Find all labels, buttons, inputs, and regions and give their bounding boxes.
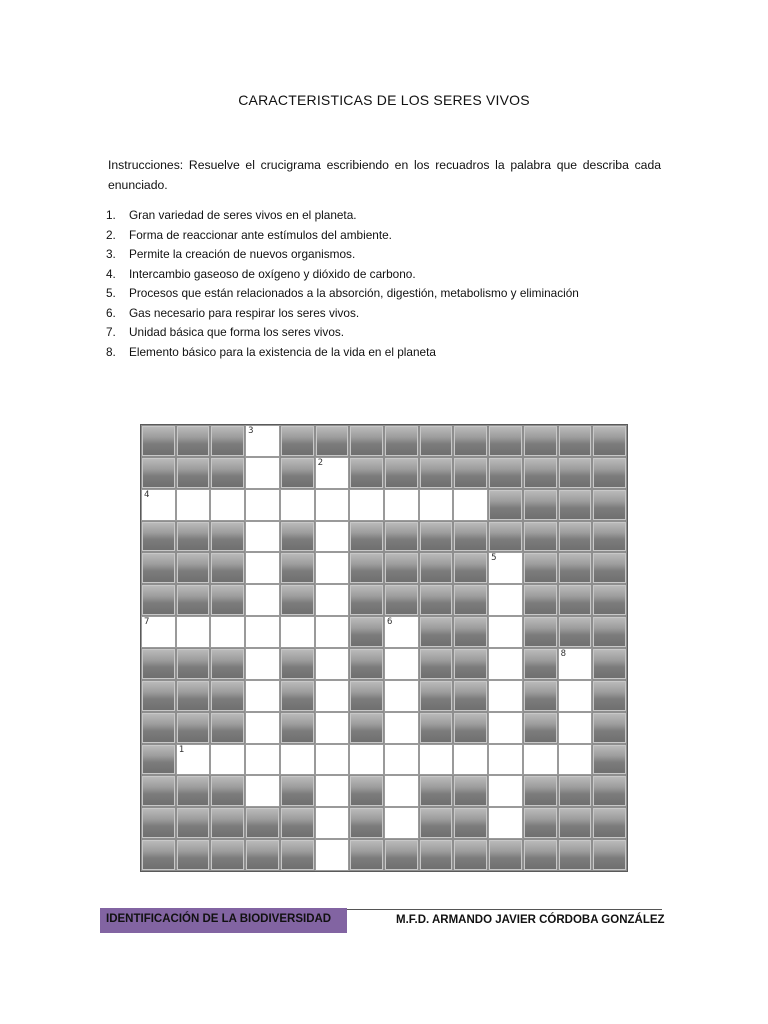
crossword-blocked-cell bbox=[453, 521, 488, 553]
crossword-blocked-cell bbox=[419, 552, 454, 584]
crossword-blocked-cell bbox=[349, 807, 384, 839]
crossword-blocked-cell bbox=[419, 648, 454, 680]
crossword-blocked-cell bbox=[384, 425, 419, 457]
crossword-answer-cell[interactable] bbox=[245, 521, 280, 553]
crossword-blocked-cell bbox=[141, 425, 176, 457]
crossword-answer-cell[interactable] bbox=[315, 744, 350, 776]
crossword-blocked-cell bbox=[488, 457, 523, 489]
crossword-blocked-cell bbox=[592, 712, 627, 744]
crossword-answer-cell[interactable] bbox=[315, 680, 350, 712]
crossword-blocked-cell bbox=[558, 521, 593, 553]
crossword-blocked-cell bbox=[419, 680, 454, 712]
crossword-blocked-cell bbox=[176, 425, 211, 457]
clue-text: Intercambio gaseoso de oxígeno y dióxido de carbono. bbox=[129, 266, 416, 281]
crossword-blocked-cell bbox=[384, 839, 419, 871]
crossword-blocked-cell bbox=[592, 839, 627, 871]
page-title: CARACTERISTICAS DE LOS SERES VIVOS bbox=[238, 92, 530, 108]
crossword-blocked-cell bbox=[280, 775, 315, 807]
crossword-blocked-cell bbox=[558, 425, 593, 457]
crossword-blocked-cell bbox=[488, 425, 523, 457]
crossword-blocked-cell bbox=[349, 775, 384, 807]
crossword-blocked-cell bbox=[419, 457, 454, 489]
crossword-blocked-cell bbox=[523, 584, 558, 616]
crossword-answer-cell[interactable] bbox=[315, 807, 350, 839]
crossword-clue-number: 8 bbox=[560, 649, 566, 659]
crossword-blocked-cell bbox=[384, 552, 419, 584]
crossword-blocked-cell bbox=[349, 680, 384, 712]
crossword-blocked-cell bbox=[592, 457, 627, 489]
crossword-blocked-cell bbox=[176, 680, 211, 712]
crossword-blocked-cell bbox=[453, 775, 488, 807]
crossword-blocked-cell bbox=[523, 712, 558, 744]
crossword-blocked-cell bbox=[419, 839, 454, 871]
crossword-blocked-cell bbox=[453, 425, 488, 457]
crossword-blocked-cell bbox=[558, 457, 593, 489]
crossword-blocked-cell bbox=[592, 680, 627, 712]
crossword-answer-cell[interactable] bbox=[558, 712, 593, 744]
crossword-answer-cell[interactable] bbox=[384, 616, 419, 648]
crossword-blocked-cell bbox=[141, 584, 176, 616]
crossword-answer-cell[interactable] bbox=[245, 616, 280, 648]
crossword-answer-cell[interactable] bbox=[488, 807, 523, 839]
crossword-blocked-cell bbox=[280, 648, 315, 680]
crossword-answer-cell[interactable] bbox=[488, 680, 523, 712]
clue-text: Permite la creación de nuevos organismos. bbox=[129, 247, 356, 261]
crossword-blocked-cell bbox=[523, 680, 558, 712]
clue-item bbox=[106, 265, 579, 285]
crossword-answer-cell[interactable] bbox=[488, 775, 523, 807]
crossword-blocked-cell bbox=[384, 584, 419, 616]
crossword-blocked-cell bbox=[453, 648, 488, 680]
crossword-blocked-cell bbox=[384, 521, 419, 553]
crossword-blocked-cell bbox=[210, 839, 245, 871]
clue-number: 6. bbox=[106, 305, 116, 320]
crossword-answer-cell[interactable] bbox=[315, 457, 350, 489]
crossword-blocked-cell bbox=[592, 775, 627, 807]
crossword-clue-number: 6 bbox=[387, 617, 393, 628]
crossword-answer-cell[interactable] bbox=[210, 744, 245, 776]
crossword-blocked-cell bbox=[592, 425, 627, 457]
crossword-blocked-cell bbox=[210, 552, 245, 584]
crossword-blocked-cell bbox=[210, 775, 245, 807]
crossword-answer-cell[interactable] bbox=[245, 552, 280, 584]
crossword-blocked-cell bbox=[592, 584, 627, 616]
crossword-blocked-cell bbox=[349, 712, 384, 744]
crossword-answer-cell[interactable] bbox=[384, 775, 419, 807]
crossword-blocked-cell bbox=[523, 552, 558, 584]
clue-text: Forma de reaccionar ante estímulos del ambiente. bbox=[129, 227, 392, 242]
crossword-blocked-cell bbox=[141, 457, 176, 489]
crossword-answer-cell[interactable] bbox=[315, 521, 350, 553]
crossword-blocked-cell bbox=[453, 552, 488, 584]
crossword-blocked-cell bbox=[523, 457, 558, 489]
crossword-blocked-cell bbox=[141, 807, 176, 839]
crossword-blocked-cell bbox=[453, 584, 488, 616]
crossword-blocked-cell bbox=[419, 616, 454, 648]
crossword-answer-cell[interactable] bbox=[384, 648, 419, 680]
crossword-blocked-cell bbox=[349, 616, 384, 648]
crossword-answer-cell[interactable] bbox=[245, 680, 280, 712]
crossword-answer-cell[interactable] bbox=[488, 712, 523, 744]
crossword-blocked-cell bbox=[523, 489, 558, 521]
crossword-blocked-cell bbox=[176, 839, 211, 871]
crossword-blocked-cell bbox=[384, 457, 419, 489]
crossword-blocked-cell bbox=[558, 616, 593, 648]
crossword-blocked-cell bbox=[176, 775, 211, 807]
crossword-blocked-cell bbox=[176, 521, 211, 553]
crossword-answer-cell[interactable] bbox=[349, 489, 384, 521]
crossword-answer-cell[interactable] bbox=[488, 648, 523, 680]
crossword-answer-cell[interactable] bbox=[176, 744, 211, 776]
crossword-answer-cell[interactable] bbox=[176, 489, 211, 521]
crossword-blocked-cell bbox=[245, 839, 280, 871]
clue-item bbox=[106, 304, 579, 324]
crossword-clue-number: 1 bbox=[178, 744, 185, 755]
crossword-answer-cell[interactable] bbox=[558, 680, 593, 712]
crossword-blocked-cell bbox=[419, 712, 454, 744]
crossword-answer-cell[interactable] bbox=[384, 712, 419, 744]
crossword-blocked-cell bbox=[210, 521, 245, 553]
crossword-answer-cell[interactable] bbox=[523, 744, 558, 776]
crossword-blocked-cell bbox=[419, 584, 454, 616]
crossword-answer-cell[interactable] bbox=[384, 680, 419, 712]
clue-item bbox=[106, 245, 579, 265]
crossword-clue-number: 7 bbox=[144, 617, 150, 628]
crossword-blocked-cell bbox=[210, 712, 245, 744]
footer-author: M.F.D. ARMANDO JAVIER CÓRDOBA GONZÁLEZ bbox=[396, 914, 665, 926]
crossword-answer-cell[interactable] bbox=[315, 712, 350, 744]
crossword-blocked-cell bbox=[141, 552, 176, 584]
crossword-answer-cell[interactable] bbox=[245, 457, 280, 489]
crossword-blocked-cell bbox=[280, 552, 315, 584]
crossword-blocked-cell bbox=[488, 839, 523, 871]
crossword-blocked-cell bbox=[245, 807, 280, 839]
crossword-blocked-cell bbox=[315, 425, 350, 457]
crossword-blocked-cell bbox=[592, 807, 627, 839]
crossword-blocked-cell bbox=[349, 839, 384, 871]
crossword-blocked-cell bbox=[280, 712, 315, 744]
crossword-blocked-cell bbox=[558, 552, 593, 584]
crossword-answer-cell[interactable] bbox=[315, 839, 350, 871]
crossword-blocked-cell bbox=[592, 552, 627, 584]
crossword-blocked-cell bbox=[141, 775, 176, 807]
crossword-answer-cell[interactable] bbox=[384, 807, 419, 839]
crossword-blocked-cell bbox=[453, 807, 488, 839]
crossword-answer-cell[interactable] bbox=[419, 744, 454, 776]
crossword-blocked-cell bbox=[592, 489, 627, 521]
clue-text: Unidad básica que forma los seres vivos. bbox=[129, 325, 345, 339]
crossword-answer-cell[interactable] bbox=[245, 648, 280, 680]
crossword-blocked-cell bbox=[280, 457, 315, 489]
crossword-blocked-cell bbox=[141, 744, 176, 776]
crossword-blocked-cell bbox=[176, 457, 211, 489]
crossword-blocked-cell bbox=[523, 839, 558, 871]
crossword-blocked-cell bbox=[349, 457, 384, 489]
crossword-answer-cell[interactable] bbox=[210, 489, 245, 521]
crossword-blocked-cell bbox=[176, 807, 211, 839]
crossword-blocked-cell bbox=[210, 425, 245, 457]
crossword-answer-cell[interactable] bbox=[453, 489, 488, 521]
crossword-answer-cell[interactable] bbox=[315, 584, 350, 616]
clue-number: 3. bbox=[106, 247, 116, 261]
crossword-blocked-cell bbox=[558, 807, 593, 839]
clue-text: Elemento básico para la existencia de la vida en el planeta bbox=[129, 344, 436, 359]
clue-text: Gran variedad de seres vivos en el planeta. bbox=[129, 208, 357, 222]
crossword-blocked-cell bbox=[280, 425, 315, 457]
crossword-blocked-cell bbox=[523, 807, 558, 839]
crossword-answer-cell[interactable] bbox=[245, 775, 280, 807]
clue-number: 4. bbox=[106, 266, 116, 281]
crossword-blocked-cell bbox=[349, 648, 384, 680]
crossword-blocked-cell bbox=[558, 775, 593, 807]
crossword-blocked-cell bbox=[558, 489, 593, 521]
crossword-blocked-cell bbox=[349, 552, 384, 584]
crossword-blocked-cell bbox=[141, 680, 176, 712]
crossword-blocked-cell bbox=[523, 425, 558, 457]
clue-item bbox=[106, 323, 579, 343]
crossword-answer-cell[interactable] bbox=[419, 489, 454, 521]
crossword-answer-cell[interactable] bbox=[245, 712, 280, 744]
crossword-answer-cell[interactable] bbox=[315, 648, 350, 680]
crossword-clue-number: 5 bbox=[491, 553, 497, 564]
crossword-blocked-cell bbox=[558, 839, 593, 871]
crossword-answer-cell[interactable] bbox=[245, 584, 280, 616]
crossword-answer-cell[interactable] bbox=[558, 648, 593, 680]
crossword-blocked-cell bbox=[210, 457, 245, 489]
clue-number: 2. bbox=[106, 227, 116, 242]
crossword-blocked-cell bbox=[280, 521, 315, 553]
crossword-blocked-cell bbox=[141, 839, 176, 871]
crossword-answer-cell[interactable] bbox=[280, 616, 315, 648]
crossword-blocked-cell bbox=[280, 839, 315, 871]
crossword-blocked-cell bbox=[453, 616, 488, 648]
crossword-clue-number: 2 bbox=[317, 457, 323, 468]
crossword-blocked-cell bbox=[280, 680, 315, 712]
footer-subject-label: IDENTIFICACIÓN DE LA BIODIVERSIDAD bbox=[100, 908, 347, 933]
crossword-blocked-cell bbox=[349, 521, 384, 553]
crossword-blocked-cell bbox=[280, 807, 315, 839]
crossword-answer-cell[interactable] bbox=[245, 425, 280, 457]
crossword-blocked-cell bbox=[176, 584, 211, 616]
crossword-answer-cell[interactable] bbox=[245, 489, 280, 521]
crossword-blocked-cell bbox=[141, 521, 176, 553]
crossword-blocked-cell bbox=[141, 648, 176, 680]
clue-number: 8. bbox=[106, 344, 116, 359]
crossword-answer-cell[interactable] bbox=[176, 616, 211, 648]
crossword-answer-cell[interactable] bbox=[349, 744, 384, 776]
crossword-blocked-cell bbox=[523, 775, 558, 807]
crossword-blocked-cell bbox=[558, 584, 593, 616]
crossword-blocked-cell bbox=[141, 712, 176, 744]
crossword-answer-cell[interactable] bbox=[488, 584, 523, 616]
crossword-blocked-cell bbox=[453, 457, 488, 489]
crossword-answer-cell[interactable] bbox=[315, 489, 350, 521]
crossword-answer-cell[interactable] bbox=[315, 552, 350, 584]
crossword-blocked-cell bbox=[419, 807, 454, 839]
crossword-answer-cell[interactable] bbox=[488, 744, 523, 776]
clue-item bbox=[106, 343, 579, 363]
crossword-blocked-cell bbox=[419, 425, 454, 457]
crossword-blocked-cell bbox=[210, 807, 245, 839]
crossword-answer-cell[interactable] bbox=[558, 744, 593, 776]
crossword-answer-cell[interactable] bbox=[453, 744, 488, 776]
crossword-blocked-cell bbox=[210, 648, 245, 680]
clue-item bbox=[106, 226, 579, 246]
crossword-blocked-cell bbox=[419, 775, 454, 807]
crossword-blocked-cell bbox=[453, 839, 488, 871]
crossword-answer-cell[interactable] bbox=[315, 616, 350, 648]
crossword-answer-cell[interactable] bbox=[280, 744, 315, 776]
crossword-blocked-cell bbox=[523, 648, 558, 680]
crossword-blocked-cell bbox=[592, 521, 627, 553]
clue-number: 1. bbox=[106, 208, 116, 222]
clue-number: 7. bbox=[106, 325, 116, 339]
crossword-grid bbox=[140, 424, 628, 872]
clue-item bbox=[106, 206, 579, 226]
crossword-blocked-cell bbox=[349, 425, 384, 457]
crossword-blocked-cell bbox=[349, 584, 384, 616]
clue-item bbox=[106, 284, 579, 304]
crossword-clue-number: 3 bbox=[248, 426, 254, 436]
clue-list bbox=[106, 206, 579, 362]
crossword-answer-cell[interactable] bbox=[141, 489, 176, 521]
instructions-text: Instrucciones: Resuelve el crucigrama escribiendo en los recuadros la palabra que describa cada enunciado. bbox=[108, 158, 661, 192]
crossword-clue-number: 4 bbox=[144, 489, 150, 500]
crossword-blocked-cell bbox=[523, 616, 558, 648]
crossword-blocked-cell bbox=[176, 648, 211, 680]
crossword-blocked-cell bbox=[488, 521, 523, 553]
crossword-answer-cell[interactable] bbox=[488, 616, 523, 648]
crossword-answer-cell[interactable] bbox=[280, 489, 315, 521]
crossword-blocked-cell bbox=[176, 552, 211, 584]
crossword-answer-cell[interactable] bbox=[141, 616, 176, 648]
crossword-blocked-cell bbox=[453, 680, 488, 712]
crossword-blocked-cell bbox=[488, 489, 523, 521]
clue-text: Procesos que están relacionados a la absorción, digestión, metabolismo y eliminación bbox=[129, 286, 579, 300]
crossword-answer-cell[interactable] bbox=[384, 489, 419, 521]
crossword-answer-cell[interactable] bbox=[245, 744, 280, 776]
crossword-blocked-cell bbox=[280, 584, 315, 616]
crossword-blocked-cell bbox=[592, 616, 627, 648]
crossword-blocked-cell bbox=[453, 712, 488, 744]
crossword-blocked-cell bbox=[210, 680, 245, 712]
crossword-blocked-cell bbox=[176, 712, 211, 744]
clue-number: 5. bbox=[106, 286, 116, 300]
crossword-answer-cell[interactable] bbox=[488, 552, 523, 584]
crossword-answer-cell[interactable] bbox=[315, 775, 350, 807]
clue-text: Gas necesario para respirar los seres vivos. bbox=[129, 305, 360, 320]
crossword-blocked-cell bbox=[592, 648, 627, 680]
crossword-answer-cell[interactable] bbox=[384, 744, 419, 776]
crossword-blocked-cell bbox=[210, 584, 245, 616]
crossword-answer-cell[interactable] bbox=[210, 616, 245, 648]
crossword-blocked-cell bbox=[592, 744, 627, 776]
crossword-blocked-cell bbox=[419, 521, 454, 553]
crossword-blocked-cell bbox=[523, 521, 558, 553]
